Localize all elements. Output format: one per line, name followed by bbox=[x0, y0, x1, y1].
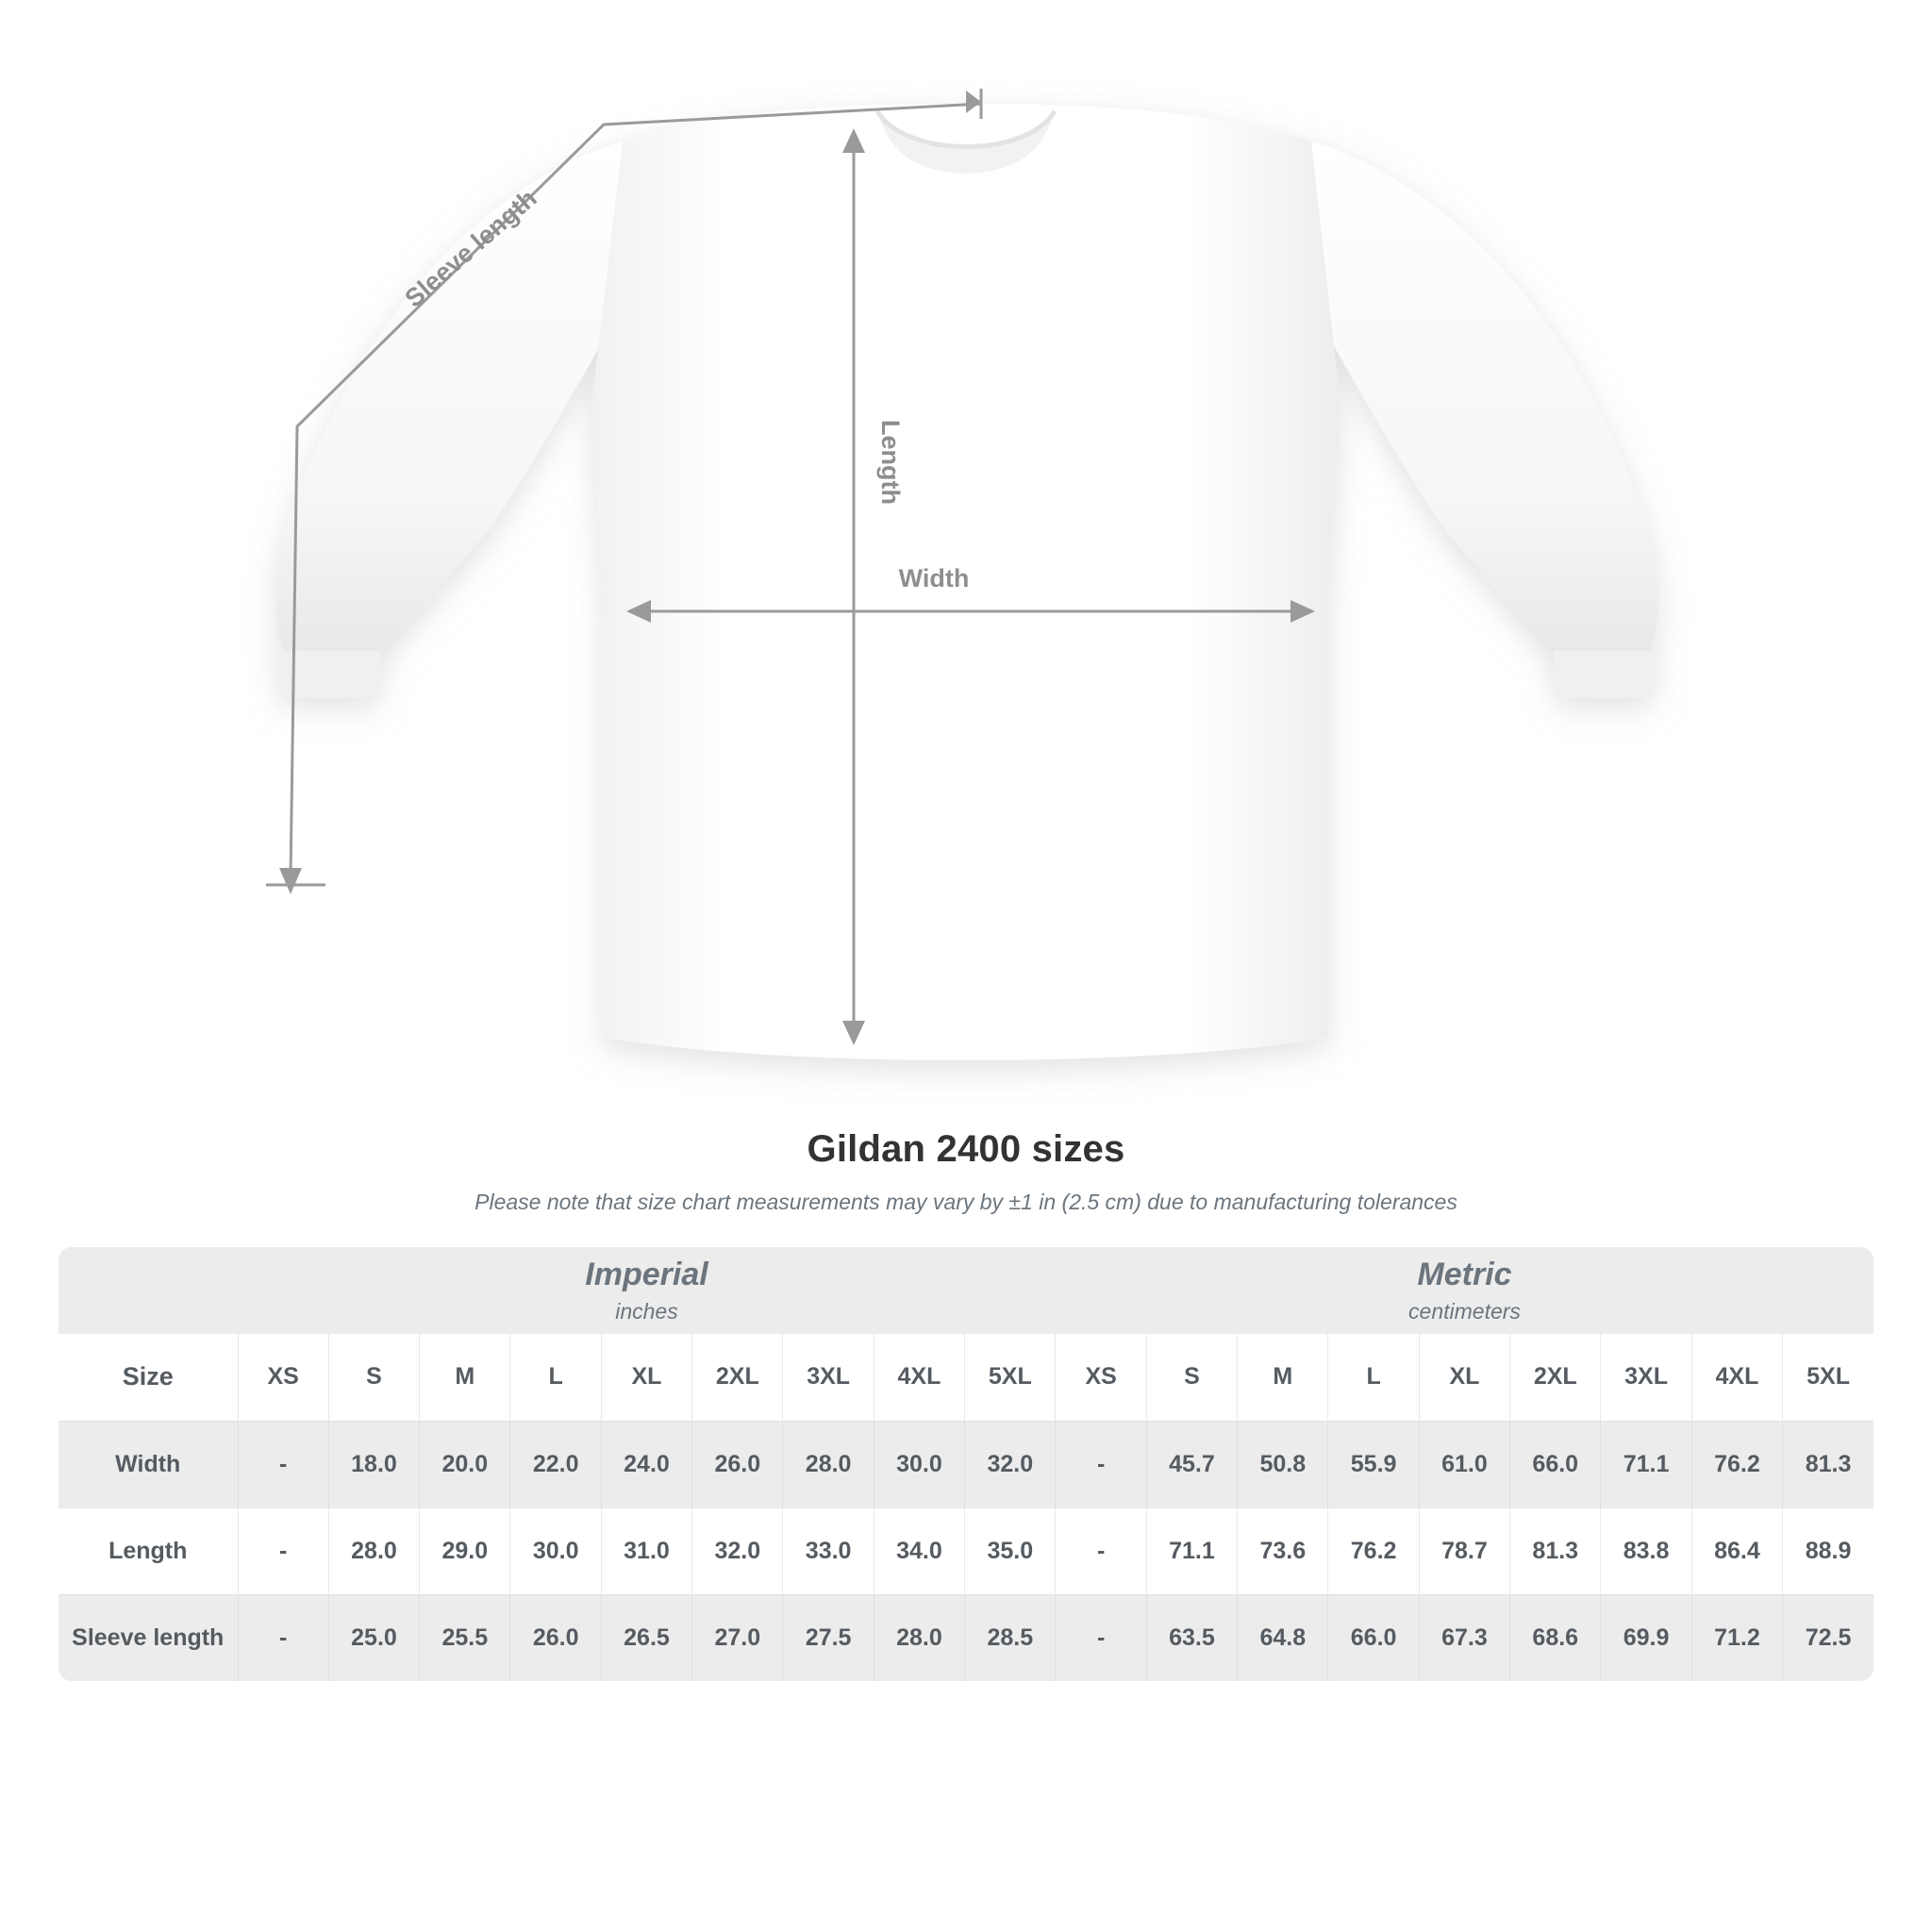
cell-width-metric-m: 50.8 bbox=[1238, 1421, 1328, 1507]
unit-spacer bbox=[58, 1247, 238, 1334]
cell-width-metric-3xl: 71.1 bbox=[1601, 1421, 1691, 1507]
header-metric-l: L bbox=[1328, 1334, 1419, 1421]
cell-width-imperial-2xl: 26.0 bbox=[692, 1421, 783, 1507]
cell-length-metric-xs: - bbox=[1056, 1507, 1146, 1594]
cell-sleeve-imperial-xl: 26.5 bbox=[601, 1594, 691, 1681]
cell-sleeve-imperial-l: 26.0 bbox=[510, 1594, 601, 1681]
unit-metric-sub: centimeters bbox=[1408, 1299, 1521, 1324]
cell-width-imperial-s: 18.0 bbox=[328, 1421, 419, 1507]
unit-header-row bbox=[58, 1247, 1874, 1334]
cell-width-metric-xs: - bbox=[1056, 1421, 1146, 1507]
header-metric-3xl: 3XL bbox=[1601, 1334, 1691, 1421]
cell-length-imperial-xs: - bbox=[238, 1507, 328, 1594]
cell-width-imperial-xs: - bbox=[238, 1421, 328, 1507]
cell-width-imperial-xl: 24.0 bbox=[601, 1421, 691, 1507]
size-table-wrapper bbox=[58, 1247, 1874, 1681]
header-imperial-l: L bbox=[510, 1334, 601, 1421]
unit-metric bbox=[1056, 1247, 1874, 1334]
cell-sleeve-metric-3xl: 69.9 bbox=[1601, 1594, 1691, 1681]
row-label-width: Width bbox=[58, 1421, 238, 1507]
cell-sleeve-metric-4xl: 71.2 bbox=[1691, 1594, 1782, 1681]
cell-sleeve-imperial-4xl: 28.0 bbox=[874, 1594, 964, 1681]
cell-length-metric-m: 73.6 bbox=[1238, 1507, 1328, 1594]
cell-length-imperial-5xl: 35.0 bbox=[965, 1507, 1056, 1594]
cell-width-metric-2xl: 66.0 bbox=[1510, 1421, 1601, 1507]
cell-width-metric-s: 45.7 bbox=[1146, 1421, 1237, 1507]
cell-width-metric-xl: 61.0 bbox=[1419, 1421, 1509, 1507]
header-size: Size bbox=[58, 1334, 238, 1421]
cell-width-imperial-4xl: 30.0 bbox=[874, 1421, 964, 1507]
header-metric-xl: XL bbox=[1419, 1334, 1509, 1421]
cell-sleeve-imperial-xs: - bbox=[238, 1594, 328, 1681]
header-imperial-s: S bbox=[328, 1334, 419, 1421]
header-metric-5xl: 5XL bbox=[1783, 1334, 1874, 1421]
cell-width-metric-5xl: 81.3 bbox=[1783, 1421, 1874, 1507]
cell-width-metric-4xl: 76.2 bbox=[1691, 1421, 1782, 1507]
cell-sleeve-metric-2xl: 68.6 bbox=[1510, 1594, 1601, 1681]
header-imperial-m: M bbox=[420, 1334, 510, 1421]
header-imperial-xs: XS bbox=[238, 1334, 328, 1421]
cell-sleeve-imperial-5xl: 28.5 bbox=[965, 1594, 1056, 1681]
cell-length-metric-4xl: 86.4 bbox=[1691, 1507, 1782, 1594]
cell-sleeve-metric-l: 66.0 bbox=[1328, 1594, 1419, 1681]
measurement-note: Please note that size chart measurements may vary by ±1 in (2.5 cm) due to manufacturing tolerances bbox=[475, 1190, 1457, 1214]
cell-sleeve-metric-s: 63.5 bbox=[1146, 1594, 1237, 1681]
cell-sleeve-metric-xl: 67.3 bbox=[1419, 1594, 1509, 1681]
unit-metric-name: Metric bbox=[1417, 1256, 1512, 1292]
cell-length-imperial-4xl: 34.0 bbox=[874, 1507, 964, 1594]
row-label-sleeve-length: Sleeve length bbox=[58, 1594, 238, 1681]
cell-length-metric-2xl: 81.3 bbox=[1510, 1507, 1601, 1594]
page-title: Gildan 2400 sizes bbox=[807, 1128, 1125, 1170]
cell-length-imperial-3xl: 33.0 bbox=[783, 1507, 874, 1594]
cell-sleeve-imperial-2xl: 27.0 bbox=[692, 1594, 783, 1681]
cell-width-imperial-m: 20.0 bbox=[420, 1421, 510, 1507]
title-block bbox=[0, 1128, 1932, 1215]
header-metric-xs: XS bbox=[1056, 1334, 1146, 1421]
header-imperial-xl: XL bbox=[601, 1334, 691, 1421]
header-imperial-2xl: 2XL bbox=[692, 1334, 783, 1421]
unit-imperial bbox=[238, 1247, 1056, 1334]
cell-width-imperial-5xl: 32.0 bbox=[965, 1421, 1056, 1507]
cell-sleeve-imperial-3xl: 27.5 bbox=[783, 1594, 874, 1681]
table-row bbox=[58, 1507, 1874, 1594]
header-metric-s: S bbox=[1146, 1334, 1237, 1421]
cell-length-imperial-l: 30.0 bbox=[510, 1507, 601, 1594]
header-metric-4xl: 4XL bbox=[1691, 1334, 1782, 1421]
cell-length-metric-xl: 78.7 bbox=[1419, 1507, 1509, 1594]
row-label-length: Length bbox=[58, 1507, 238, 1594]
cell-length-imperial-xl: 31.0 bbox=[601, 1507, 691, 1594]
cell-length-metric-5xl: 88.9 bbox=[1783, 1507, 1874, 1594]
unit-imperial-sub: inches bbox=[615, 1299, 678, 1324]
cell-length-metric-s: 71.1 bbox=[1146, 1507, 1237, 1594]
cell-length-imperial-s: 28.0 bbox=[328, 1507, 419, 1594]
width-label: Width bbox=[898, 564, 970, 592]
size-header-row bbox=[58, 1334, 1874, 1421]
cell-length-metric-l: 76.2 bbox=[1328, 1507, 1419, 1594]
cell-length-imperial-m: 29.0 bbox=[420, 1507, 510, 1594]
header-imperial-4xl: 4XL bbox=[874, 1334, 964, 1421]
cell-width-imperial-3xl: 28.0 bbox=[783, 1421, 874, 1507]
header-imperial-3xl: 3XL bbox=[783, 1334, 874, 1421]
cell-sleeve-metric-xs: - bbox=[1056, 1594, 1146, 1681]
sleeve-length-label: Sleeve length bbox=[399, 183, 542, 313]
cell-width-metric-l: 55.9 bbox=[1328, 1421, 1419, 1507]
header-metric-2xl: 2XL bbox=[1510, 1334, 1601, 1421]
cell-width-imperial-l: 22.0 bbox=[510, 1421, 601, 1507]
unit-imperial-name: Imperial bbox=[585, 1256, 708, 1292]
header-metric-m: M bbox=[1238, 1334, 1328, 1421]
cell-sleeve-imperial-m: 25.5 bbox=[420, 1594, 510, 1681]
cell-sleeve-metric-m: 64.8 bbox=[1238, 1594, 1328, 1681]
cell-length-imperial-2xl: 32.0 bbox=[692, 1507, 783, 1594]
arrowhead bbox=[279, 868, 302, 894]
size-table bbox=[58, 1247, 1874, 1681]
table-row bbox=[58, 1421, 1874, 1507]
cell-sleeve-metric-5xl: 72.5 bbox=[1783, 1594, 1874, 1681]
length-label: Length bbox=[876, 420, 905, 505]
cell-length-metric-3xl: 83.8 bbox=[1601, 1507, 1691, 1594]
cell-sleeve-imperial-s: 25.0 bbox=[328, 1594, 419, 1681]
table-row bbox=[58, 1594, 1874, 1681]
header-imperial-5xl: 5XL bbox=[965, 1334, 1056, 1421]
